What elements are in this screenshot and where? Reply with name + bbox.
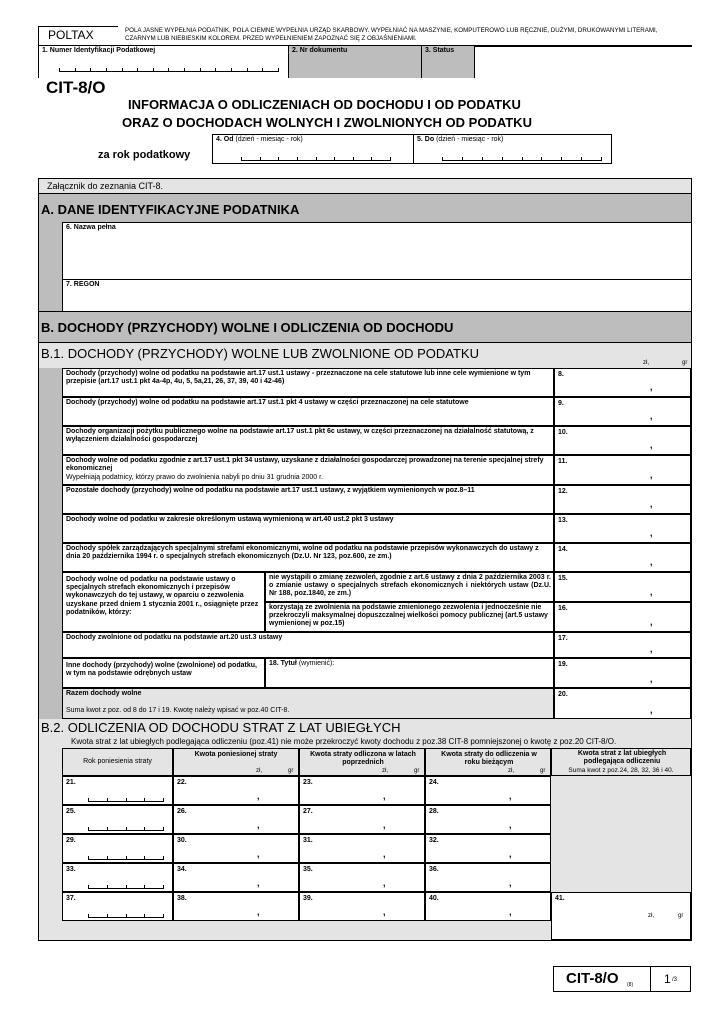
loss-comma: , [509,878,512,888]
period-from-field[interactable] [212,134,414,164]
footer-pages: /3 [672,977,678,983]
loss-field-number: 38. [177,895,187,902]
doc-no-field [289,46,422,78]
loss-comma: , [509,849,512,859]
loss-comma: , [257,820,260,830]
year-boxes [88,825,164,831]
loss-field-number: 27. [303,808,313,815]
row-19-left-text: Inne dochody (przychody) wolne (zwolnione) od podatku, w tym na podstawie odrębnych ustaw [66,662,257,678]
year-boxes [88,883,164,889]
amount-number: 13. [558,517,568,524]
loss-field-number: 22. [177,779,187,786]
loss-field-number: 25. [66,808,76,815]
loss-field-number: 30. [177,837,187,844]
regon-field[interactable] [62,280,691,311]
loss-comma: , [257,878,260,888]
num-16: 16. [558,605,568,612]
loss-amount-field[interactable] [425,863,551,892]
year-label: za rok podatkowy [98,149,191,161]
attachment-text: Załącznik do zeznania CIT-8. [47,181,164,191]
loss-comma: , [257,907,260,917]
loss-year-field[interactable] [62,892,173,921]
total-gr: gr [678,913,684,919]
loss-amount-field[interactable] [299,776,425,805]
year-boxes [88,854,164,860]
b1-row-text: Dochody (przychody) wolne od podatku na podstawie art.17 ust.1 pkt 4 ustawy w części przeznaczonej na cele statutowe [66,399,469,406]
to-boxes [442,155,602,161]
b2-header-col5 [551,748,691,776]
year-boxes [88,796,164,802]
loss-amount-field[interactable] [425,805,551,834]
loss-comma: , [383,820,386,830]
amount-field[interactable] [554,368,691,397]
loss-field-number: 40. [429,895,439,902]
b2-col1-label: Rok poniesienia straty [83,758,152,765]
loss-comma: , [257,791,260,801]
loss-amount-field[interactable] [299,805,425,834]
amount-20[interactable] [554,688,691,719]
loss-amount-field[interactable] [173,863,299,892]
to-hint: (dzień - miesiąc - rok) [436,136,504,143]
title-18-hint: (wymienić): [298,660,335,667]
num-41: 41. [555,895,565,902]
b1-gr: gr [682,360,688,366]
title-line-2: ORAZ O DOCHODACH WOLNYCH I ZWOLNIONYCH OD PODATKU [122,115,532,130]
row-17-text: Dochody zwolnione od podatku na podstawie art.20 ust.3 ustawy [66,634,283,641]
loss-amount-field[interactable] [173,834,299,863]
loss-amount-field[interactable] [425,776,551,805]
title-line-1: INFORMACJA O ODLICZENIACH OD DOCHODU I OD PODATKU [128,97,521,112]
amount-number: 11. [558,458,568,465]
loss-comma: , [509,820,512,830]
b2-col2-label: Kwota poniesionej straty [194,751,278,758]
sez-b-cell [265,602,554,632]
loss-year-field[interactable] [62,863,173,892]
footer-code-box [553,966,691,992]
loss-amount-field[interactable] [299,863,425,892]
b1-row-text: Dochody organizacji pożytku publicznego wolne na podstawie art.17 ust.1 pkt 6c ustawy, w części przeznaczonej na działalność statutową, z wyłączeniem działalności gospodarczej [66,428,534,444]
row-19-left [62,658,265,688]
row-20-sub: Suma kwot z poz. od 8 do 17 i 19. Kwotę należy wpisać w poz.40 CIT-8. [66,707,290,714]
footer-code: CIT-8/O [566,970,619,987]
loss-year-field[interactable] [62,834,173,863]
form-code: CIT-8/O [46,78,106,97]
loss-comma: , [383,849,386,859]
loss-field-number: 21. [66,779,76,786]
footer-page: 1 [664,972,671,986]
b2-title: B.2. ODLICZENIA OD DOCHODU STRAT Z LAT UBIEGŁYCH [41,720,401,735]
loss-field-number: 33. [66,866,76,873]
sez-b-text: korzystają ze zwolnienia na podstawie zmienionego zezwolenia i jednocześnie nie przekroczyli maksymalnej dopuszczalnej wielkości pomocy publicznej (art.5 ustawy wymienionej w poz.15) [269,604,548,628]
b2-col3-zl: zł, [382,768,388,774]
loss-amount-field[interactable] [173,805,299,834]
loss-comma: , [509,907,512,917]
status-label: 3. Status [425,47,455,54]
amount-41[interactable] [551,892,691,940]
b2-col4-label: Kwota straty do odliczenia w roku bieżącym [441,751,537,767]
loss-amount-field[interactable] [425,892,551,921]
attachment-bar [38,178,692,194]
nip-boxes [59,66,279,72]
loss-field-number: 23. [303,779,313,786]
instructions: POLA JASNE WYPEŁNIA PODATNIK, POLA CIEMNE WYPEŁNIA URZĄD SKARBOWY. WYPEŁNIAĆ NA MASZYNIE, KOMPUTEROWO LUB RĘCZNIE, DUŻYMI, DRUKOWANYMI LITERAMI, CZARNYM LUB NIEBIESKIM KOLOREM. PRZED WYPEŁNIENIEM ZAPOZNAĆ SIĘ Z OBJAŚNIENIAMI. [125,27,658,42]
sez-a-cell [265,572,554,602]
b2-col4-gr: gr [540,768,546,774]
loss-field-number: 26. [177,808,187,815]
doc-no-label: 2. Nr dokumentu [292,47,348,54]
loss-amount-field[interactable] [299,834,425,863]
num-17: 17. [558,635,568,642]
loss-field-number: 31. [303,837,313,844]
loss-field-number: 29. [66,837,76,844]
footer-version: (8) [627,982,634,988]
amount-15[interactable] [554,572,691,602]
loss-year-field[interactable] [62,805,173,834]
comma-19: , [650,674,653,684]
from-hint: (dzień - miesiąc - rok) [235,136,303,143]
b1-row-cell [62,514,554,543]
nip-label: 1. Numer Identyfikacji Podatkowej [42,47,156,54]
loss-field-number: 37. [66,895,76,902]
title-18-label: 18. Tytuł [269,660,297,667]
b2-col2-gr: gr [288,768,294,774]
amount-field[interactable] [554,455,691,485]
name-field[interactable] [62,222,691,280]
loss-field-number: 35. [303,866,313,873]
from-label: 4. Od [216,136,234,143]
b1-row-text: Dochody spółek zarządzających specjalnymi strefami ekonomicznymi, wolne od podatku na podstawie przepisów wykonawczych do ustawy z dnia 20 października 1994 r. o specjalnych strefach ekonomicznych (Dz.U. Nr 123, poz.600, ze zm.) [66,545,539,561]
amount-number: 8. [558,371,564,378]
b2-col4-zl: zł, [508,768,514,774]
amount-number: 10. [558,429,568,436]
total-zl: zł, [648,913,654,919]
nip-field[interactable] [38,46,289,78]
comma-15: , [650,587,653,597]
year-boxes [88,912,164,918]
b2-col3-label: Kwota straty odliczona w latach poprzednich [310,751,416,767]
loss-amount-field[interactable] [173,776,299,805]
loss-amount-field[interactable] [425,834,551,863]
num-15: 15. [558,575,568,582]
loss-field-number: 32. [429,837,439,844]
amount-field[interactable] [554,397,691,426]
sez-left-cell [62,572,265,632]
b2-col3-gr: gr [414,768,420,774]
period-to-field[interactable] [413,134,612,164]
amount-field[interactable] [554,426,691,455]
b2-header-col3 [299,748,425,776]
amount-number: 12. [558,488,568,495]
b1-row-text: Dochody wolne od podatku w zakresie określonym ustawą wymienioną w art.40 ust.2 pkt 3 ustawy [66,516,394,523]
loss-comma: , [257,849,260,859]
loss-amount-field[interactable] [299,892,425,921]
b2-header-col1 [62,748,173,776]
loss-field-number: 34. [177,866,187,873]
loss-field-number: 28. [429,808,439,815]
regon-label: 7. REGON [66,281,100,288]
b1-row-cell [62,455,554,485]
b2-note: Kwota strat z lat ubiegłych podlegająca odliczeniu (poz.41) nie może przekroczyć kwoty dochodu z poz.38 CIT-8 pomniejszonej o kwotę z poz.20 CIT-8/O. [71,737,617,746]
loss-comma: , [509,791,512,801]
b2-header-col4 [425,748,551,776]
b1-row-text: Dochody (przychody) wolne od podatku na podstawie art.17 ust.1 ustawy - przeznaczone na cele statutowe lub inne cele wymienione w tym przepisie (art.17 ust.1 pkt 4a-4p, 4u, 5, 5a,21, 26, 37, 39, 40 i 42-46) [66,370,531,386]
num-19: 19. [558,661,568,668]
amount-comma: , [650,499,653,509]
amount-comma: , [650,440,653,450]
amount-17[interactable] [554,632,691,658]
amount-field[interactable] [554,485,691,514]
title-18-field[interactable] [265,658,554,688]
section-a-title: A. DANE IDENTYFIKACYJNE PODATNIKA [41,202,300,217]
amount-comma: , [650,382,653,392]
to-label: 5. Do [417,136,435,143]
b2-col5-sub: Suma kwot z poz.24, 28, 32, 36 i 40. [568,767,674,774]
loss-amount-field[interactable] [173,892,299,921]
b2-header-col2 [173,748,299,776]
row-20-cell [62,688,554,719]
comma-20: , [650,705,653,715]
b1-row-text: Pozostałe dochody (przychody) wolne od podatku na podstawie art.17 ust.1 ustawy, z wyjątkiem wymienionych w poz.8–11 [66,487,475,494]
b1-row-cell [62,485,554,514]
comma-17: , [650,644,653,654]
amount-comma: , [650,557,653,567]
b2-col2-zl: zł, [256,768,262,774]
amount-comma: , [650,528,653,538]
section-b-title: B. DOCHODY (PRZYCHODY) WOLNE I ODLICZENIA OD DOCHODU [41,320,454,335]
amount-16[interactable] [554,602,691,632]
amount-number: 9. [558,400,564,407]
b1-row-cell [62,368,554,397]
b2-col5-label: Kwota strat z lat ubiegłych podlegająca odliczeniu [577,750,667,766]
loss-comma: , [383,878,386,888]
b1-row-sub: Wypełniają podatnicy, którzy prawo do zwolnienia nabyli po dniu 31 grudnia 2000 r. [66,474,324,481]
loss-comma: , [383,791,386,801]
from-boxes [241,155,391,161]
b1-title: B.1. DOCHODY (PRZYCHODY) WOLNE LUB ZWOLNIONE OD PODATKU [41,346,479,361]
num-20: 20. [558,691,568,698]
amount-field[interactable] [554,514,691,543]
amount-comma: , [650,470,653,480]
b1-row-cell [62,543,554,572]
b1-row-cell [62,426,554,455]
b1-row-text: Dochody wolne od podatku zgodnie z art.17 ust.1 pkt 34 ustawy, uzyskane z działalności gospodarczej prowadzonej na terenie specjalnej strefy ekonomicznej [66,457,544,473]
loss-field-number: 39. [303,895,313,902]
amount-number: 14. [558,546,568,553]
poltax-label: POLTAX [48,28,94,42]
row-17-cell [62,632,554,658]
name-label: 6. Nazwa pełna [66,224,116,231]
b1-row-cell [62,397,554,426]
loss-field-number: 24. [429,779,439,786]
b1-zl: zł, [643,360,649,366]
loss-comma: , [383,907,386,917]
amount-comma: , [650,411,653,421]
loss-field-number: 36. [429,866,439,873]
sez-a-text: nie wystąpili o zmianę zezwoleń, zgodnie z art.6 ustawy z dnia 2 października 2003 r. o zmianie ustawy o specjalnych strefach ekonomicznych i niektórych ustaw (Dz.U. Nr 188, poz.1840, ze zm.) [269,574,551,598]
row-20-text: Razem dochody wolne [66,690,142,697]
loss-year-field[interactable] [62,776,173,805]
comma-16: , [650,617,653,627]
amount-field[interactable] [554,543,691,572]
status-field [422,46,475,78]
amount-19[interactable] [554,658,691,688]
sez-left-text: Dochody wolne od podatku na podstawie ustawy o specjalnych strefach ekonomicznych i przepisów wykonawczych do tej ustawy, w oparciu o zezwolenia uzyskane przed dniem 1 stycznia 2001 r., osiągnięte przez podatników, którzy: [66,576,259,616]
